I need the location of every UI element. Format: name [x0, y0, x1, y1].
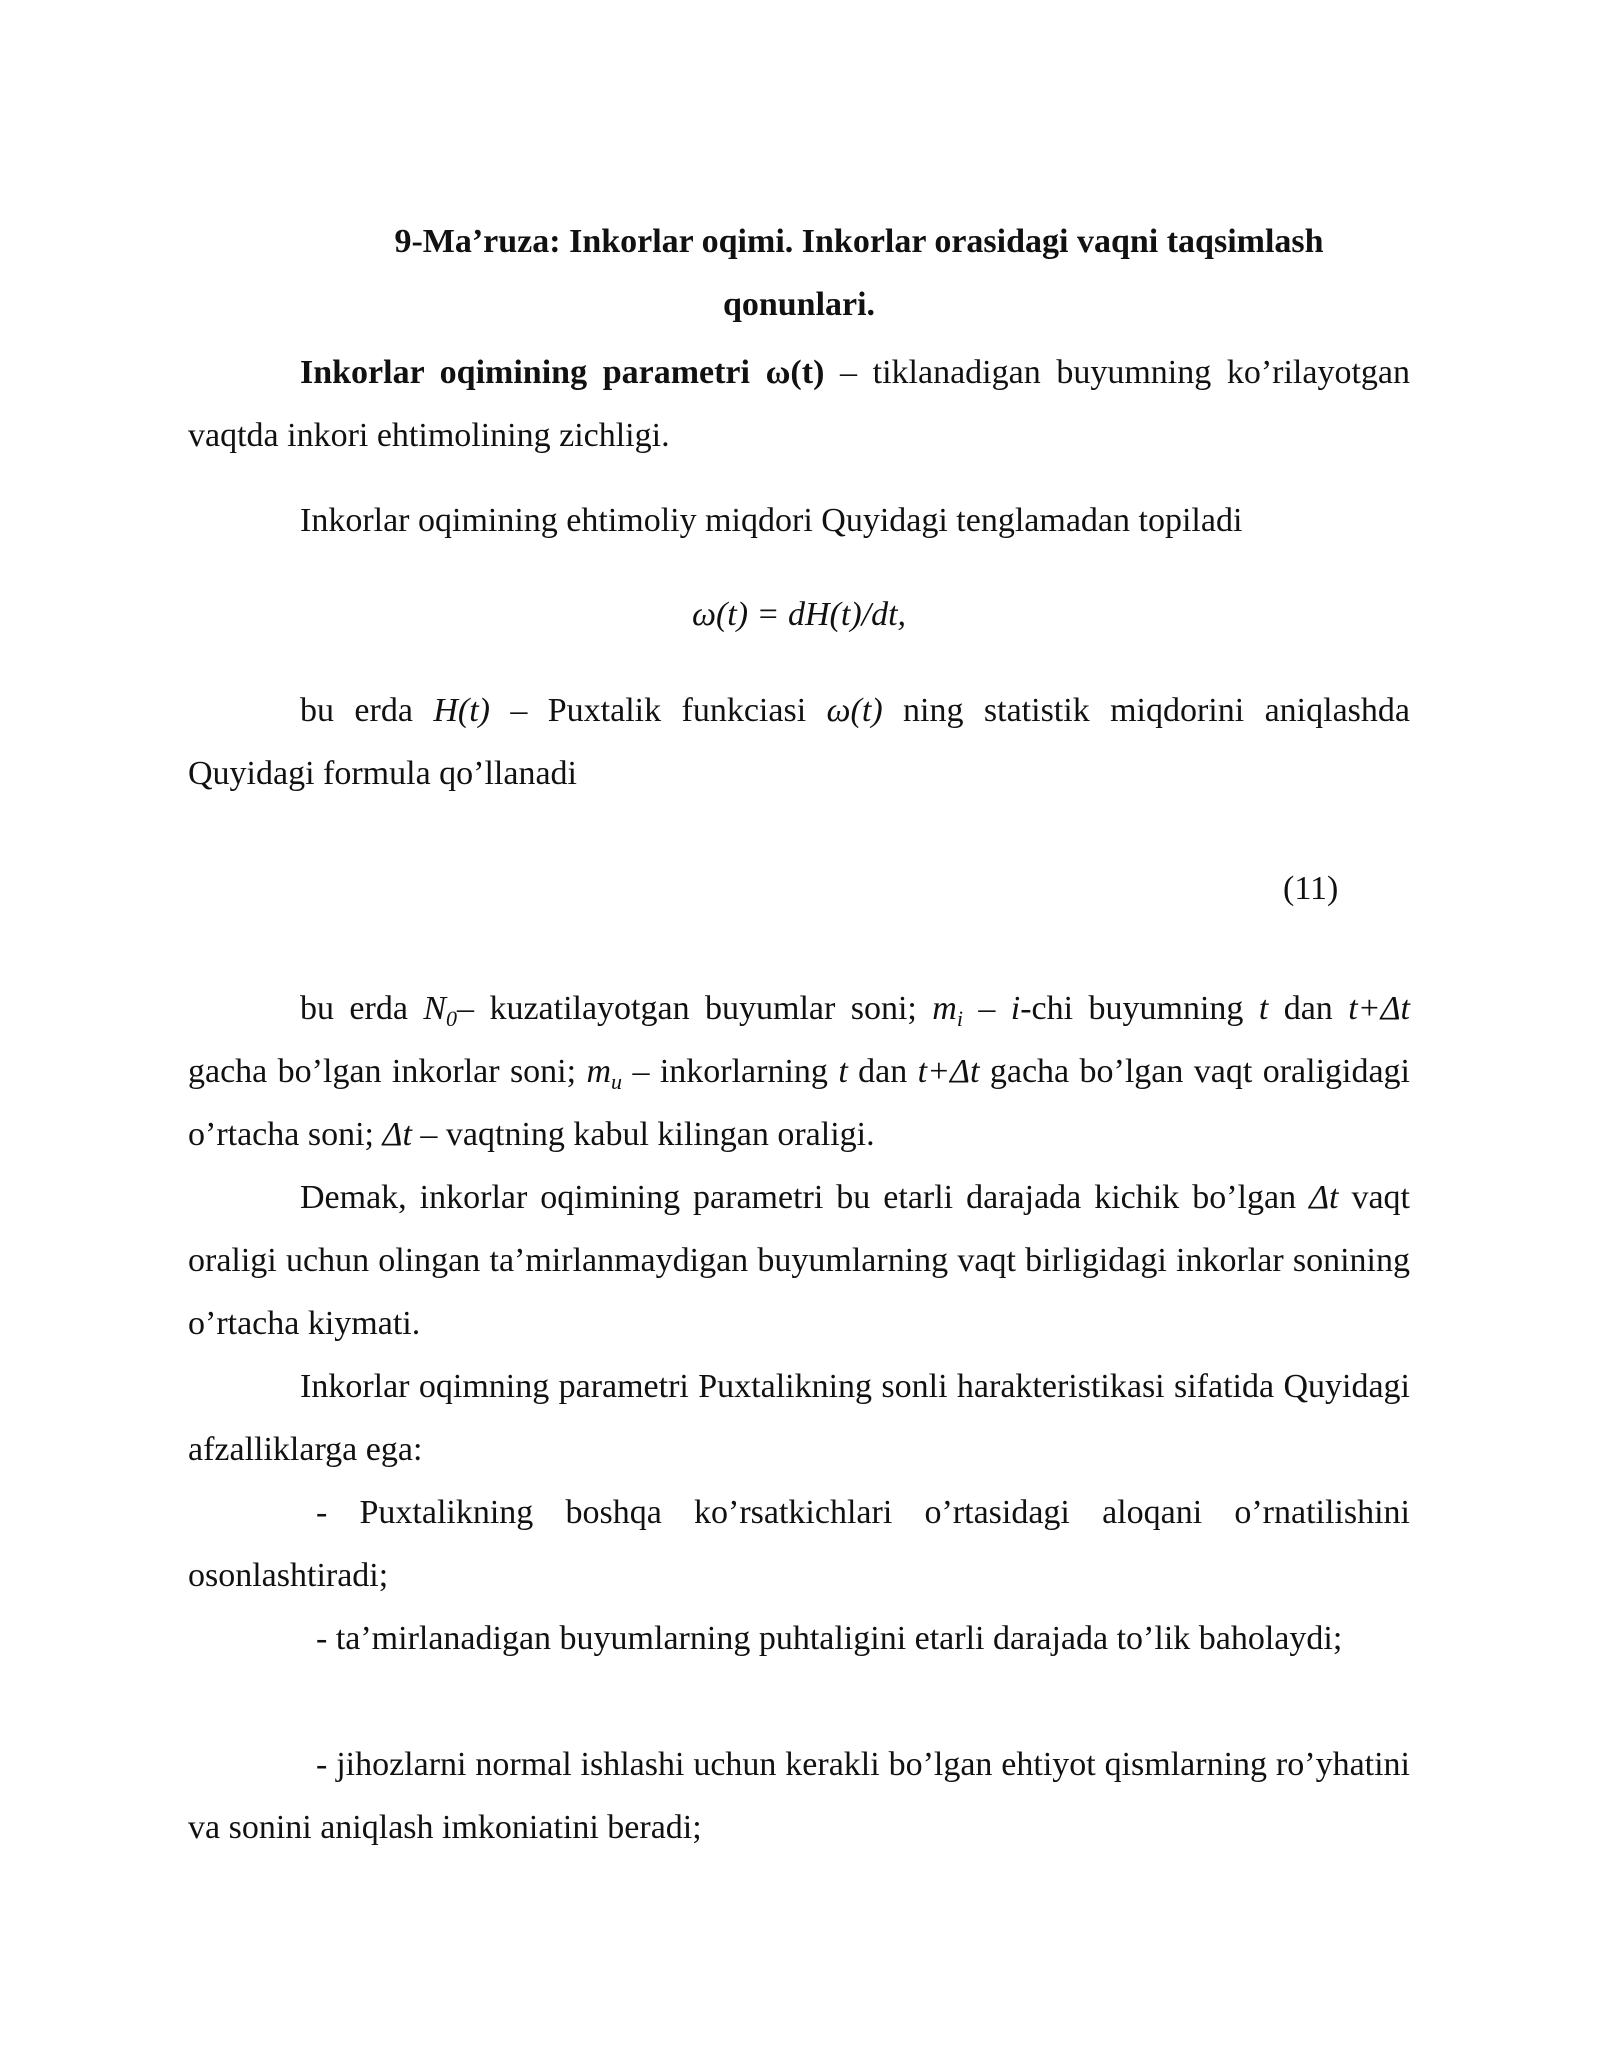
list-item: - Puxtalikning boshqa ko’rsatkichlari o’rtasidagi aloqani o’rnatilishini osonlashtiradi; [188, 1494, 1410, 1594]
paragraph-notation [188, 977, 1410, 1166]
text-fragment: ning statistik miqdorini aniqlashda Quyidagi formula qo’llanadi [188, 692, 1410, 792]
symbol-delta-t: Δt [1309, 1179, 1339, 1216]
symbol-i: i [1010, 990, 1021, 1027]
text-fragment: – [962, 990, 1011, 1027]
text-fragment: – kuzatilayotgan buyumlar soni; [457, 990, 933, 1027]
text-fragment: – vaqtning kabul kilingan oraligi. [411, 1116, 875, 1153]
symbol-N: N [423, 990, 447, 1027]
symbol-m: m [932, 990, 957, 1027]
symbol-m: m [586, 1053, 612, 1090]
symbol-H: H(t) [433, 692, 490, 729]
list-item: - ta’mirlanadigan buyumlarning puhtaligini etarli darajada to’lik baholaydi; [316, 1620, 1343, 1657]
equation-number: (11) [1283, 870, 1339, 907]
term-bold: Inkorlar oqimining parametri ω(t) [300, 354, 825, 391]
paragraph-probability: Inkorlar oqimining ehtimoliy miqdori Quyidagi tenglamadan topiladi [300, 502, 1243, 539]
paragraph-advantages: Inkorlar oqimning parametri Puxtalikning sonli harakteristikasi sifatida Quyidagi afzalliklarga ega: [188, 1368, 1410, 1468]
text-fragment: bu erda [300, 692, 434, 729]
text-fragment: Demak, inkorlar oqimining parametri bu etarli darajada kichik bo’lgan [300, 1179, 1310, 1216]
lecture-title [188, 210, 1410, 336]
text-fragment: vaqt oraligi uchun olingan ta’mirlanmaydigan buyumlarning vaqt birligidagi inkorlar sonining o’rtacha kiymati. [188, 1179, 1410, 1342]
subscript: u [611, 1069, 623, 1094]
text-fragment: dan [1268, 990, 1349, 1027]
symbol-t-delta: t+Δt [1348, 990, 1410, 1027]
subscript: i [956, 1006, 963, 1031]
title-line-2: qonunlari. [722, 286, 876, 323]
text-fragment: -chi buyumning [1020, 990, 1259, 1027]
formula-omega: ω(t) = dH(t)/dt, [691, 596, 907, 633]
text-fragment: dan [847, 1053, 918, 1090]
symbol-t: t [838, 1053, 848, 1090]
paragraph-definition [188, 341, 1410, 467]
text-fragment: gacha bo’lgan inkorlar soni; [188, 1053, 587, 1090]
list-item: - jihozlarni normal ishlashi uchun kerakli bo’lgan ehtiyot qismlarning ro’yhatini va sonini aniqlash imkoniatini beradi; [188, 1746, 1410, 1846]
symbol-t: t [1258, 990, 1269, 1027]
text-fragment: – Puxtalik funkciasi [489, 692, 827, 729]
paragraph-conclusion [188, 1166, 1410, 1355]
text-fragment: – inkorlarning [622, 1053, 839, 1090]
text-fragment: gacha bo’lgan vaqt oraligidagi o’rtacha soni; [188, 1053, 1410, 1153]
text-fragment: bu erda [300, 990, 424, 1027]
symbol-omega: ω(t) [826, 692, 883, 729]
paragraph-where [188, 679, 1410, 805]
title-line-1: 9-Ma’ruza: Inkorlar oqimi. Inkorlar orasidagi vaqni taqsimlash [394, 223, 1324, 260]
definition-text: – tiklanadigan buyumning ko’rilayotgan vaqtda inkori ehtimolining zichligi. [188, 354, 1410, 454]
symbol-delta-t: Δt [382, 1116, 412, 1153]
symbol-t-delta: t+Δt [917, 1053, 980, 1090]
subscript: 0 [446, 1006, 458, 1031]
